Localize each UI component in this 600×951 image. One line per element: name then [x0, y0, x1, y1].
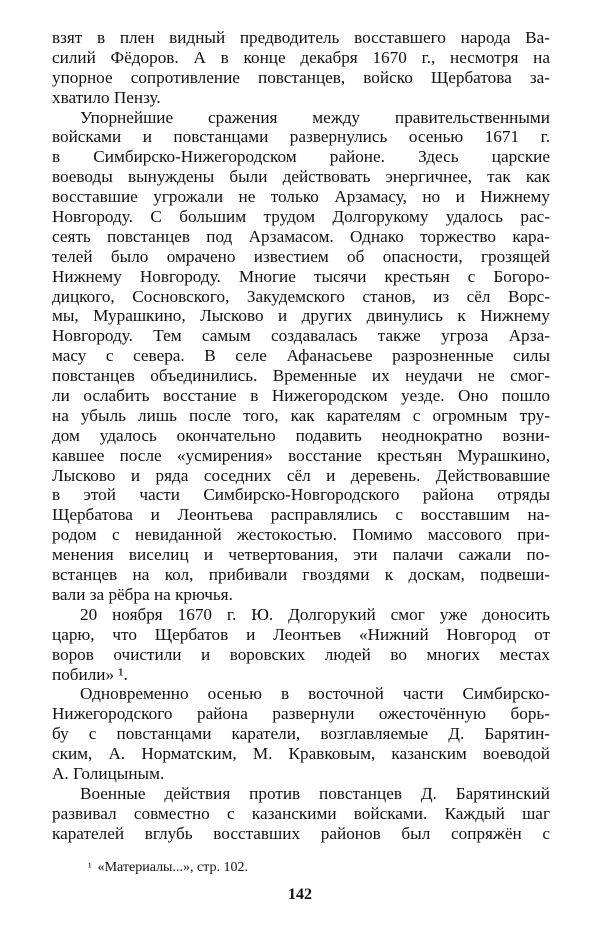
text-line: дом удалось окончательно подавить неоднократно возни-: [52, 425, 550, 445]
text-line: Новгороду. С большим трудом Долгорукому удалось рас-: [52, 207, 550, 227]
text-line: восставшие угрожали не только Арзамасу, но и Нижнему: [52, 187, 550, 207]
text-line: Нижнему Новгороду. Многие тысячи крестьян с Богоро-: [52, 266, 550, 286]
footnote-mark: ¹: [88, 860, 92, 874]
text-line: масу с севера. В селе Афанасьеве разрозненные силы: [52, 346, 550, 366]
paragraph: [52, 108, 550, 605]
footnote-text: «Материалы...», стр. 102.: [97, 860, 248, 875]
text-line: мы, Мурашкино, Лысково и других двинулись к Нижнему: [52, 306, 550, 326]
text-line: сеять повстанцев под Арзамасом. Однако торжество карa-: [52, 226, 550, 246]
text-line: ли ослабить восстание в Нижегородском уезде. Оно пошло: [52, 386, 550, 406]
text-line: родом с невиданной жестокостью. Помимо массового при-: [52, 525, 550, 545]
text-line: карателей вглубь восставших районов был сопряжён с: [52, 823, 550, 843]
footnote: [88, 858, 248, 877]
text-line: менения виселиц и четвертования, эти палачи сажали по-: [52, 545, 550, 565]
text-line: телей было омрачено известием об опасности, грозящей: [52, 246, 550, 266]
text-line: хватило Пензу.: [52, 87, 161, 107]
paragraph: [52, 684, 550, 783]
text-line: Одновременно осенью в восточной части Симбирско-: [80, 684, 550, 704]
text-line: повстанцев объединились. Временные их неудачи не смог-: [52, 366, 550, 386]
text-line: развивал совместно с казанскими войсками. Каждый шаг: [52, 803, 550, 823]
text-line: царю, что Щербатов и Леонтьев «Нижний Новгород от: [52, 624, 550, 644]
paragraph: [52, 28, 550, 108]
text-line: Военные действия против повстанцев Д. Барятинский: [80, 783, 550, 803]
text-line: ским, А. Норматским, М. Кравковым, казанским воеводой: [52, 744, 550, 764]
text-line: взят в плен видный предводитель восставшего народа Ва-: [52, 28, 550, 47]
text-line: воеводы вынуждены были действовать энергичнее, так как: [52, 167, 550, 187]
text-line: Упорнейшие сражения между правительственными: [80, 107, 550, 127]
text-line: кавшее после «усмирения» восстание крестьян Мурашкино,: [52, 445, 550, 465]
text-line: в этой части Симбирско-Новгородского района отряды: [52, 485, 550, 505]
text-line: вали за рёбра на крючья.: [52, 584, 233, 604]
text-line: А. Голицыным.: [52, 763, 165, 783]
paragraph: [52, 784, 550, 844]
text-line: Лысково и ряда соседних сёл и деревень. Действовавшие: [52, 465, 550, 485]
text-line: упорное сопротивление повстанцев, войско Щербатова за-: [52, 67, 550, 87]
page-number: 142: [288, 886, 312, 903]
text-line: в Симбирско-Нижегородском районе. Здесь царские: [52, 147, 550, 167]
text-line: Нижегородского района развернули ожесточённую борь-: [52, 704, 550, 724]
text-line: силий Фёдоров. А в конце декабря 1670 г., несмотря на: [52, 47, 550, 67]
text-line: 20 ноября 1670 г. Ю. Долгорукий смог уже доносить: [80, 604, 550, 624]
text-line: бу с повстанцами каратели, возглавляемые Д. Барятин-: [52, 724, 550, 744]
text-line: дицкого, Сосновского, Закудемского станов, из сёл Ворс-: [52, 286, 550, 306]
body-text: [52, 28, 550, 844]
paragraph: [52, 605, 550, 685]
text-line: встанцев на кол, прибивали гвоздями к доскам, подвеши-: [52, 565, 550, 585]
text-line: на убыль лишь после того, как карателям с огромным тру-: [52, 405, 550, 425]
text-line: Щербатова и Леонтьева расправлялись с восставшим на-: [52, 505, 550, 525]
text-line: воров очистили и воровских людей во многих местах: [52, 644, 550, 664]
text-line: войсками и повстанцами развернулись осенью 1671 г.: [52, 127, 550, 147]
text-line: побили» ¹.: [52, 664, 128, 684]
text-line: Новгороду. Тем самым создавалась также угроза Арза-: [52, 326, 550, 346]
